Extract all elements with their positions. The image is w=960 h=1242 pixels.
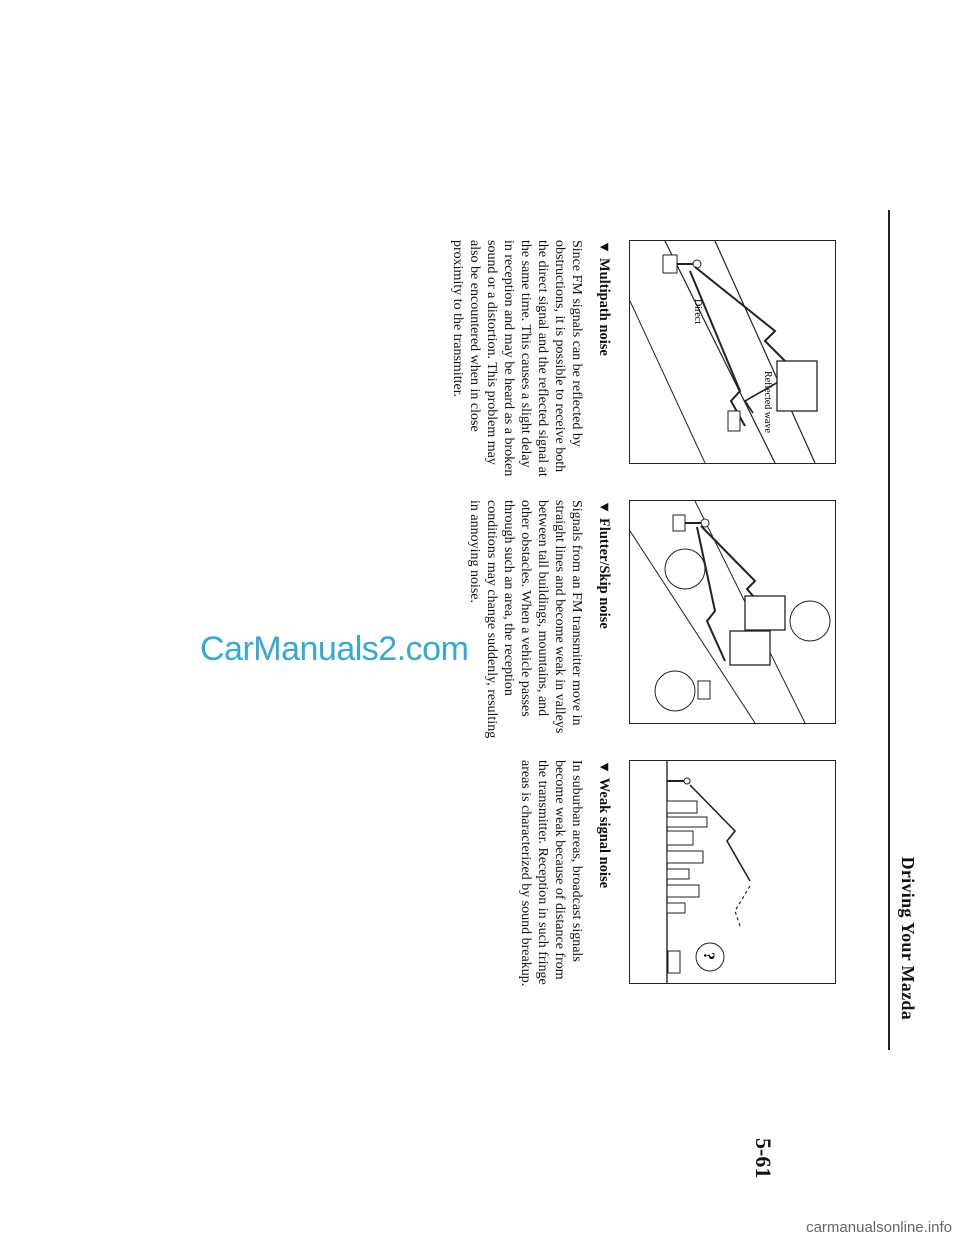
- flutter-skip-drawing: [630, 501, 835, 723]
- multipath-illustration: [629, 240, 836, 464]
- reflected-wave-label: Reflected wave: [762, 371, 773, 433]
- multipath-section: [449, 240, 612, 480]
- flutter-skip-body: Signals from an FM transmitter move in straight lines and become weak in valleys between tall buildings, mountains, and other obstacles. When a vehicle passes through such an area, the reception conditions may change suddenly, resulting in annoying noise.: [467, 500, 584, 739]
- weak-signal-heading: ▼ Weak signal noise: [596, 760, 612, 889]
- page-number: 5-61: [751, 1138, 776, 1179]
- weak-signal-body: In suburban areas, broadcast signals become weak because of distance from the transmitter. Reception in such fringe areas is characterized by sound breakup.: [518, 760, 584, 987]
- svg-text:?: ?: [700, 952, 717, 960]
- watermark: CarManuals2.com: [200, 630, 469, 668]
- flutter-skip-illustration: [629, 500, 836, 724]
- weak-signal-drawing: [630, 761, 835, 983]
- multipath-heading: ▼ Multipath noise: [596, 240, 612, 356]
- flutter-skip-heading: ▼ Flutter/Skip noise: [596, 500, 612, 629]
- header-rule: [889, 210, 891, 1050]
- weak-signal-section: [517, 760, 612, 1000]
- flutter-skip-section: [466, 500, 612, 740]
- multipath-body: Since FM signals can be reflected by obstructions, it is possible to receive both the direct signal and the reflected signal at the same time. This causes a slight delay in reception and may be heard as a broken sound or a distortion. This problem may also be encountered when in close proximity to the transmitter.: [450, 240, 584, 477]
- weak-signal-illustration: [629, 760, 836, 984]
- direct-label: Direct: [692, 299, 703, 324]
- footer-watermark: carmanualsonline.info: [806, 1219, 952, 1236]
- multipath-drawing: [630, 241, 835, 463]
- page-header: Driving Your Mazda: [898, 856, 918, 1020]
